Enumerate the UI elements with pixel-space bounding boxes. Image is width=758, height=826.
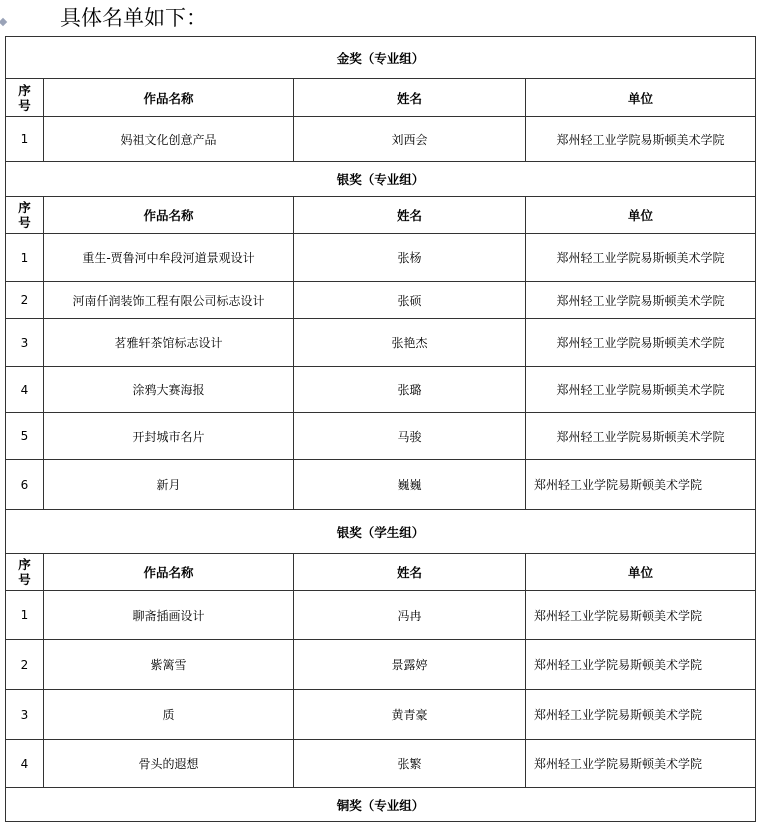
cell-work: 河南仟润装饰工程有限公司标志设计 [44,282,294,319]
award-list [5,36,755,822]
header-row [6,554,756,591]
cell-seq: 3 [6,319,44,367]
header-work: 作品名称 [44,197,294,234]
cell-seq: 2 [6,640,44,690]
cell-seq: 3 [6,690,44,740]
table-row [6,460,756,510]
cell-work: 紫篱雪 [44,640,294,690]
cell-work: 重生-贾鲁河中牟段河道景观设计 [44,234,294,282]
table-row [6,319,756,367]
cell-unit: 郑州轻工业学院易斯顿美术学院 [526,234,756,282]
cell-unit: 郑州轻工业学院易斯顿美术学院 [526,591,756,640]
cell-name: 张繁 [294,740,526,788]
header-name: 姓名 [294,79,526,117]
cell-seq: 1 [6,591,44,640]
table-row [6,413,756,460]
cell-work: 妈祖文化创意产品 [44,117,294,162]
table-row [6,591,756,640]
list-marker-icon [0,18,7,26]
cell-work: 新月 [44,460,294,510]
header-row [6,197,756,234]
header-unit: 单位 [526,554,756,591]
header-unit: 单位 [526,197,756,234]
header-work: 作品名称 [44,554,294,591]
cell-seq: 4 [6,367,44,413]
table-row [6,740,756,788]
cell-name: 张杨 [294,234,526,282]
cell-seq: 6 [6,460,44,510]
header-work: 作品名称 [44,79,294,117]
intro-text: 具体名单如下： [60,6,207,30]
header-seq: 序 号 [6,79,44,117]
table-row [6,282,756,319]
cell-work: 涂鸦大赛海报 [44,367,294,413]
cell-seq: 4 [6,740,44,788]
cell-work: 茗雅轩茶馆标志设计 [44,319,294,367]
section-title: 银奖（学生组） [6,510,756,554]
header-seq: 序 号 [6,197,44,234]
cell-name: 巍巍 [294,460,526,510]
cell-work: 骨头的遐想 [44,740,294,788]
cell-seq: 1 [6,234,44,282]
cell-work: 质 [44,690,294,740]
section-title: 铜奖（专业组） [6,788,756,822]
award-table [5,36,756,822]
cell-name: 黄青豪 [294,690,526,740]
cell-name: 刘西会 [294,117,526,162]
cell-unit: 郑州轻工业学院易斯顿美术学院 [526,367,756,413]
header-seq: 序 号 [6,554,44,591]
cell-name: 冯冉 [294,591,526,640]
cell-unit: 郑州轻工业学院易斯顿美术学院 [526,282,756,319]
header-name: 姓名 [294,554,526,591]
cell-unit: 郑州轻工业学院易斯顿美术学院 [526,319,756,367]
cell-unit: 郑州轻工业学院易斯顿美术学院 [526,740,756,788]
section-title: 金奖（专业组） [6,37,756,79]
cell-name: 马骏 [294,413,526,460]
table-row [6,117,756,162]
cell-name: 景露婷 [294,640,526,690]
cell-unit: 郑州轻工业学院易斯顿美术学院 [526,690,756,740]
header-row [6,79,756,117]
table-row [6,367,756,413]
cell-unit: 郑州轻工业学院易斯顿美术学院 [526,640,756,690]
cell-unit: 郑州轻工业学院易斯顿美术学院 [526,460,756,510]
table-row [6,234,756,282]
cell-name: 张硕 [294,282,526,319]
header-unit: 单位 [526,79,756,117]
cell-seq: 5 [6,413,44,460]
cell-unit: 郑州轻工业学院易斯顿美术学院 [526,117,756,162]
table-row [6,640,756,690]
cell-name: 张璐 [294,367,526,413]
cell-work: 开封城市名片 [44,413,294,460]
header-name: 姓名 [294,197,526,234]
cell-seq: 2 [6,282,44,319]
cell-seq: 1 [6,117,44,162]
section-title: 银奖（专业组） [6,162,756,197]
table-row [6,690,756,740]
cell-name: 张艳杰 [294,319,526,367]
cell-unit: 郑州轻工业学院易斯顿美术学院 [526,413,756,460]
cell-work: 聊斋插画设计 [44,591,294,640]
